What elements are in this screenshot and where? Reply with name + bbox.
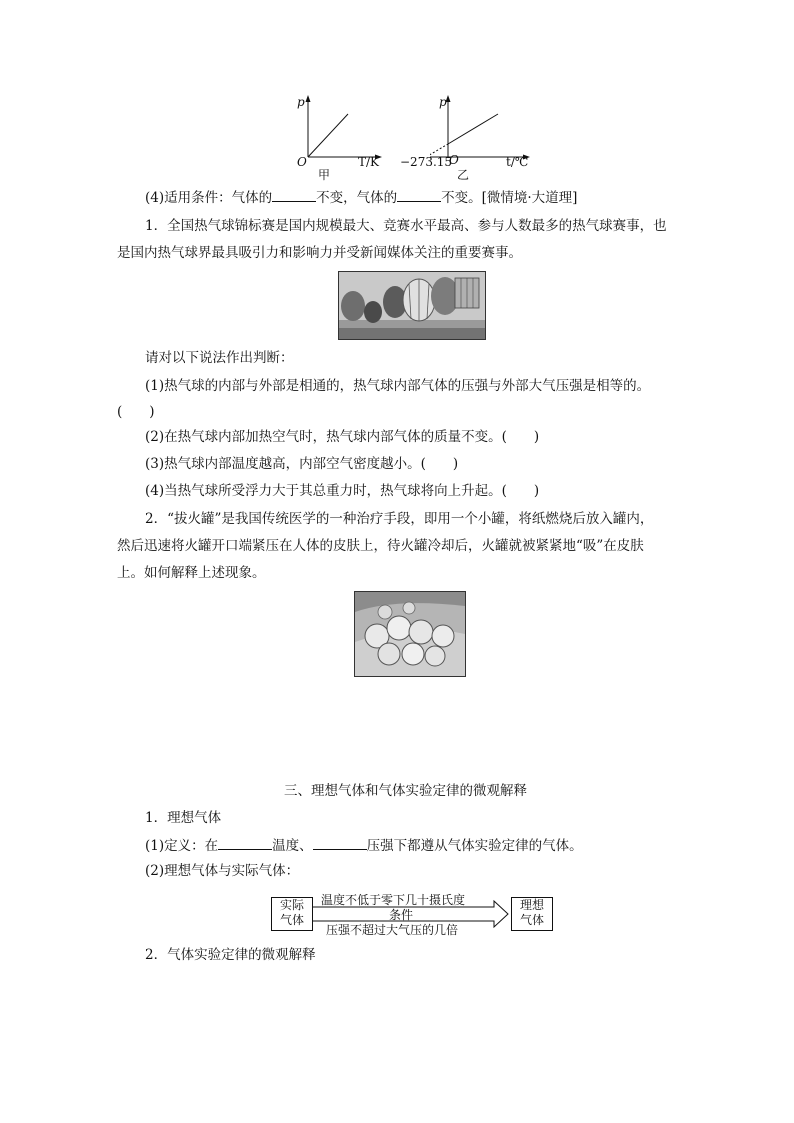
definition-blank-1[interactable]: [218, 836, 272, 850]
section-3-heading-2: 2．气体实验定律的微观解释: [145, 947, 316, 963]
graph-yi-origin: O: [449, 153, 459, 167]
section-3-title: 三、理想气体和气体实验定律的微观解释: [284, 783, 527, 799]
section-3-heading-1: 1．理想气体: [145, 810, 222, 826]
q1-line-1: 1．全国热气球锦标赛是国内规模最大、竞赛水平最高、参与人数最多的热气球赛事，也: [145, 218, 667, 234]
graph-jia-caption: 甲: [318, 168, 331, 182]
definition-text-a: (1)定义：在: [145, 838, 219, 854]
condition-text-b: 不变，气体的: [316, 190, 398, 206]
condition-text-a: (4)适用条件：气体的: [145, 190, 273, 206]
q1-statement-3[interactable]: (3)热气球内部温度越高，内部空气密度越小。( ): [145, 456, 459, 472]
graph-yi-t-label: t/℃: [506, 155, 529, 169]
ideal-gas-line-2: 气体: [519, 913, 544, 927]
q1-statement-1b[interactable]: ( ): [117, 404, 155, 420]
graph-yi-caption: 乙: [457, 168, 470, 182]
ideal-gas-line-1: 理想: [519, 898, 544, 912]
condition-line: [145, 188, 577, 207]
q2-line-2: 然后迅速将火罐开口端紧压在人体的皮肤上，待火罐冷却后，火罐就被紧紧地“吸”在皮肤: [117, 538, 644, 554]
q1-prompt: 请对以下说法作出判断：: [145, 350, 294, 366]
comparison-heading: (2)理想气体与实际气体：: [145, 863, 300, 879]
cupping-illustration: [355, 592, 465, 676]
arrow-bottom-text: 压强不超过大气压的几倍: [326, 923, 459, 937]
graph-yi-p-label: p: [439, 95, 447, 109]
balloon-illustration: [339, 272, 485, 339]
q1-statement-1a: (1)热气球的内部与外部是相通的，热气球内部气体的压强与外部大气压强是相等的。: [145, 378, 651, 394]
condition-blank-2[interactable]: [397, 188, 441, 202]
definition-text-b: 温度、: [272, 838, 313, 854]
arrow-mid-text: 条件: [389, 908, 414, 922]
graph-jia-origin: O: [297, 155, 307, 169]
real-gas-line-2: 气体: [279, 913, 304, 927]
condition-blank-1[interactable]: [272, 188, 316, 202]
condition-text-c: 不变。[微情境·大道理]: [441, 190, 578, 206]
real-gas-box: [271, 897, 313, 931]
graph-jia-t-label: T/K: [358, 155, 380, 169]
ideal-gas-definition: [145, 836, 583, 855]
arrow-top-text: 温度不低于零下几十摄氏度: [321, 893, 466, 907]
cupping-photo: [354, 591, 466, 677]
q1-line-2: 是国内热气球界最具吸引力和影响力并受新闻媒体关注的重要赛事。: [117, 245, 522, 261]
ideal-gas-box: [511, 897, 553, 931]
graph-jia-p-label: p: [297, 95, 305, 109]
definition-blank-2[interactable]: [313, 836, 367, 850]
q1-statement-2[interactable]: (2)在热气球内部加热空气时，热气球内部气体的质量不变。( ): [145, 429, 540, 445]
definition-text-c: 压强下都遵从气体实验定律的气体。: [366, 838, 583, 854]
q1-statement-4[interactable]: (4)当热气球所受浮力大于其总重力时，热气球将向上升起。( ): [145, 483, 540, 499]
real-gas-line-1: 实际: [279, 898, 304, 912]
q2-line-1: 2．“拔火罐”是我国传统医学的一种治疗手段，即用一个小罐，将纸燃烧后放入罐内，: [145, 511, 654, 527]
graph-yi-neg-label: −273.15: [400, 155, 453, 169]
hot-air-balloon-photo: [338, 271, 486, 340]
q2-line-3: 上。如何解释上述现象。: [117, 565, 266, 581]
